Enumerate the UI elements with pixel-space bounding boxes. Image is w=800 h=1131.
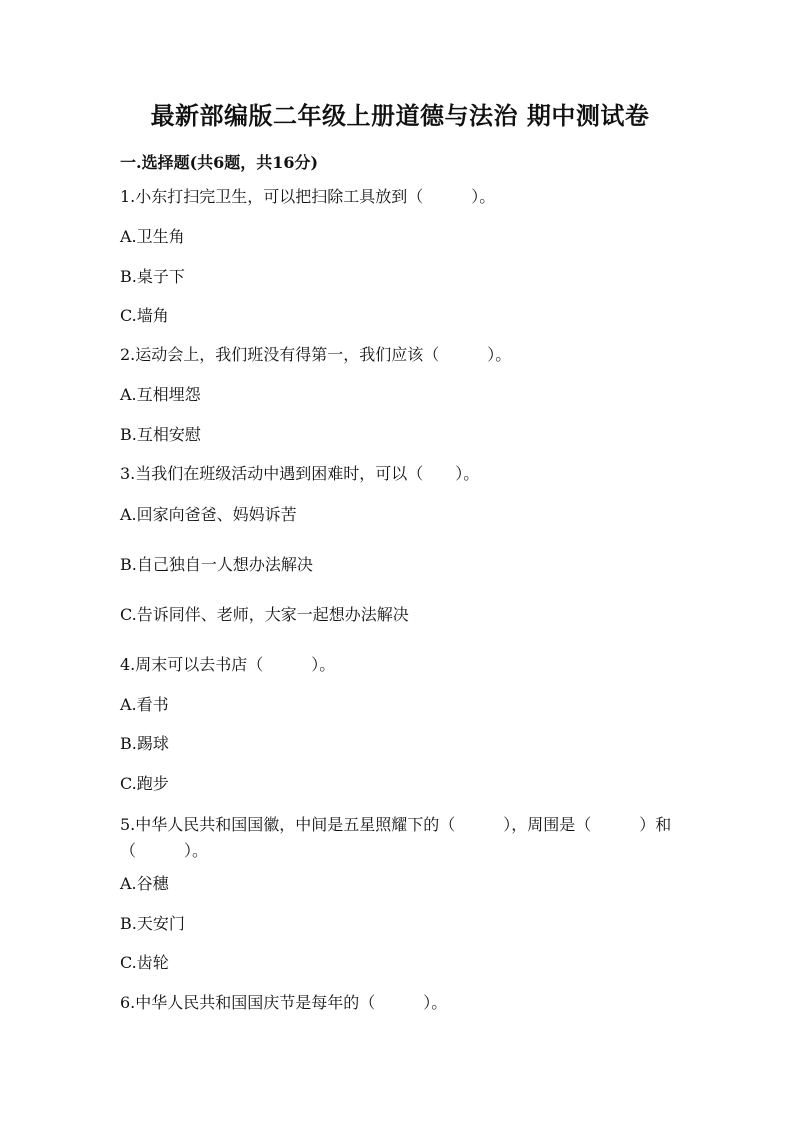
question-3-option-a: A.回家向爸爸、妈妈诉苦 — [120, 505, 297, 524]
section-heading: 一.选择题(共6题，共16分) — [120, 153, 319, 172]
question-3-stem: 3.当我们在班级活动中遇到困难时，可以（ ）。 — [120, 464, 480, 483]
question-2-option-a: A.互相埋怨 — [120, 385, 201, 404]
question-5-option-b: B.天安门 — [120, 914, 185, 933]
page-title: 最新部编版二年级上册道德与法治 期中测试卷 — [150, 101, 650, 130]
question-4-option-a: A.看书 — [120, 695, 169, 714]
question-1-option-b: B.桌子下 — [120, 267, 185, 286]
question-5-option-c: C.齿轮 — [120, 953, 169, 972]
question-5-stem: 5.中华人民共和国国徽，中间是五星照耀下的（ ），周围是（ ）和（ ）。 — [120, 815, 672, 860]
question-2-stem: 2.运动会上，我们班没有得第一，我们应该（ ）。 — [120, 345, 512, 364]
question-2-option-b: B.互相安慰 — [120, 425, 201, 444]
question-4-option-c: C.跑步 — [120, 774, 169, 793]
question-1-stem: 1.小东打扫完卫生，可以把扫除工具放到（ ）。 — [120, 187, 496, 206]
question-6-stem: 6.中华人民共和国国庆节是每年的（ ）。 — [120, 993, 448, 1012]
question-1-option-c: C.墙角 — [120, 306, 169, 325]
question-4-stem: 4.周末可以去书店（ ）。 — [120, 655, 336, 674]
question-1-option-a: A.卫生角 — [120, 227, 185, 246]
question-5-option-a: A.谷穗 — [120, 874, 169, 893]
question-4-option-b: B.踢球 — [120, 734, 169, 753]
question-3-option-c: C.告诉同伴、老师，大家一起想办法解决 — [120, 605, 409, 624]
question-3-option-b: B.自己独自一人想办法解决 — [120, 555, 313, 574]
